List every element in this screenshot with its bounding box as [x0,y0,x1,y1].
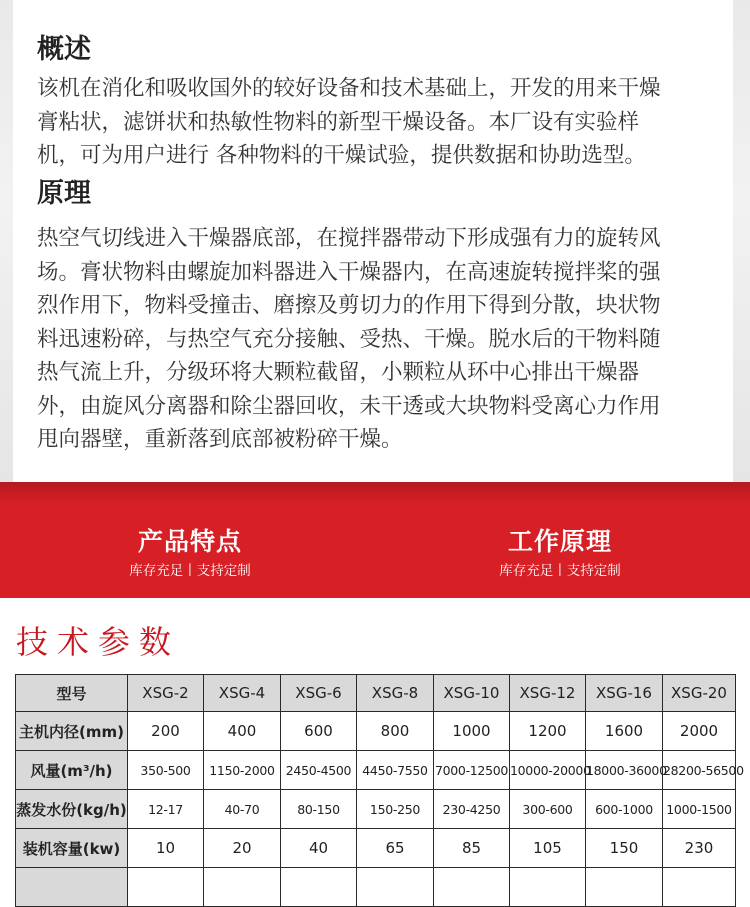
table-row [16,790,736,829]
row-label: 主机内径(mm) [16,712,128,751]
table-cell: 600 [281,712,357,751]
table-cell: 80-150 [281,790,357,829]
table-cell: 1600 [586,712,663,751]
table-cell: 230-4250 [434,790,510,829]
table-cell: 600-1000 [586,790,663,829]
table-header-cell: XSG-20 [663,675,736,712]
table-cell: 1150-2000 [204,751,281,790]
table-cell: 105 [510,829,586,868]
table-cell: 400 [204,712,281,751]
table-row [16,751,736,790]
table-cell-empty [128,868,204,907]
table-cell-empty [281,868,357,907]
table-cell: 1000-1500 [663,790,736,829]
table-cell: 350-500 [128,751,204,790]
row-label-empty [16,868,128,907]
table-row [16,829,736,868]
table-header-row [16,675,736,712]
table-cell: 1200 [510,712,586,751]
table-cell-empty [663,868,736,907]
table-cell: 230 [663,829,736,868]
table-header-cell: XSG-8 [357,675,434,712]
table-cell: 40 [281,829,357,868]
table-cell: 40-70 [204,790,281,829]
table-cell: 7000-12500 [434,751,510,790]
table-cell: 12-17 [128,790,204,829]
table-cell: 1000 [434,712,510,751]
feature-product-subtitle: 库存充足丨支持定制 [129,563,251,579]
table-row-partial [16,868,736,907]
row-label: 蒸发水份(kg/h) [16,790,128,829]
feature-principle-title: 工作原理 [507,527,612,556]
table-cell: 10000-20000 [510,751,586,790]
table-cell-empty [204,868,281,907]
tech-params-title: 技术参数 [16,623,181,661]
table-cell: 800 [357,712,434,751]
description-card [13,0,733,482]
table-header-cell: XSG-2 [128,675,204,712]
table-cell: 150-250 [357,790,434,829]
table-header-cell: XSG-16 [586,675,663,712]
table-cell: 300-600 [510,790,586,829]
table-cell: 85 [434,829,510,868]
feature-principle-subtitle: 库存充足丨支持定制 [499,563,621,579]
banner-shadow [0,482,750,504]
table-cell-empty [357,868,434,907]
table-row [16,712,736,751]
table-cell: 65 [357,829,434,868]
table-cell: 4450-7550 [357,751,434,790]
feature-principle[interactable] [450,526,670,582]
row-label: 风量(m³/h) [16,751,128,790]
table-header-cell: XSG-6 [281,675,357,712]
table-cell: 2450-4500 [281,751,357,790]
principle-text: 热空气切线进入干燥器底部，在搅拌器带动下形成强有力的旋转风 场。膏状物料由螺旋加料器进入干燥器内，在高速旋转搅拌桨的强 烈作用下，物料受撞击、磨擦及剪切力的作用下得到分散，块状物 料迅速粉碎，与热空气充分接触、受热、干燥。脱水后的干物料随 热气流上升，分级环将大颗粒截留，小颗粒从环中心排出干燥器 外，由旋风分离器和除尘器回收，未干透或大块物料受离心力作用 甩向器壁，重新落到底部被粉碎干燥。 [37,226,661,452]
overview-text: 该机在消化和吸收国外的较好设备和技术基础上，开发的用来干燥 膏粘状，滤饼状和热敏性物料的新型干燥设备。本厂设有实验样 机，可为用户进行 各种物料的干燥试验，提供数据和协助选型。 [37,76,661,168]
table-cell-empty [510,868,586,907]
table-header-cell: XSG-10 [434,675,510,712]
principle-heading: 原理 [37,178,91,209]
row-label: 装机容量(kw) [16,829,128,868]
table-cell: 28200-56500 [663,751,736,790]
table-cell: 18000-36000 [586,751,663,790]
table-cell: 20 [204,829,281,868]
feature-product[interactable] [80,526,300,582]
table-cell: 200 [128,712,204,751]
table-header-cell: XSG-4 [204,675,281,712]
table-cell-empty [434,868,510,907]
table-cell: 150 [586,829,663,868]
table-cell-empty [586,868,663,907]
overview-heading: 概述 [37,34,91,65]
spec-table [15,674,744,907]
table-header-cell: 型号 [16,675,128,712]
feature-product-title: 产品特点 [137,527,242,556]
table-header-cell: XSG-12 [510,675,586,712]
table-cell: 2000 [663,712,736,751]
table-cell: 10 [128,829,204,868]
